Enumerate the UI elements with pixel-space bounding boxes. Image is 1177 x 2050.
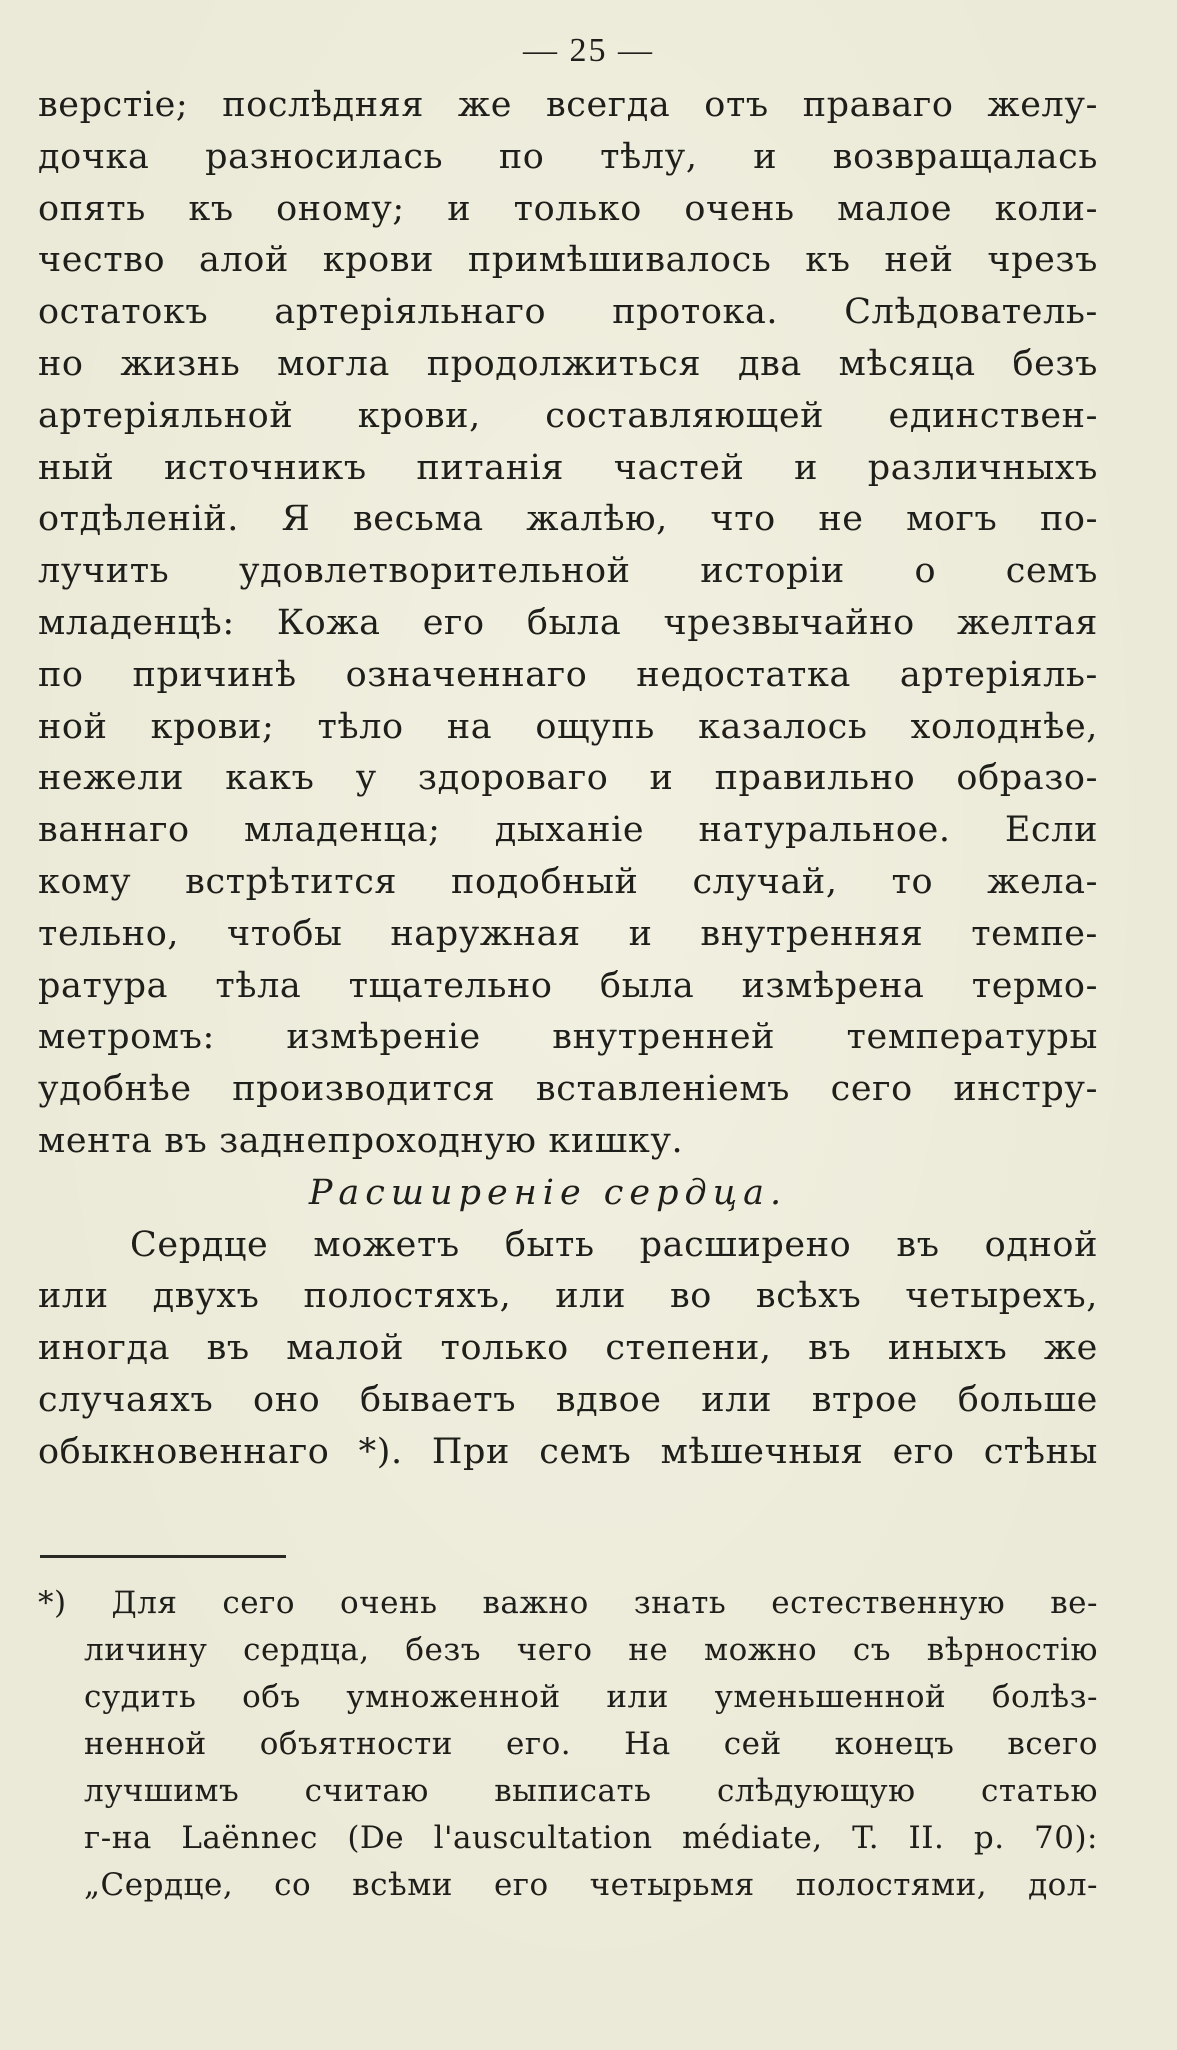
text-line: иногда въ малой только степени, въ иныхъ же xyxy=(38,1328,1098,1369)
text-line: метромъ: измѣреніе внутренней температуры xyxy=(38,1017,1098,1058)
text-line: лучить удовлетворительной исторіи о семъ xyxy=(38,551,1098,592)
footnote-line: лучшимъ считаю выписать слѣдующую статью xyxy=(84,1773,1098,1809)
text-line: ный источникъ питанія частей и различныхъ xyxy=(38,447,1098,488)
footnote-line: г-на Laënnec (De l'auscultation médiate, T. II. p. 70): xyxy=(84,1820,1098,1856)
text-line: ной крови; тѣло на ощупь казалось холоднѣе, xyxy=(38,706,1098,747)
text-line: артеріяльной крови, составляющей единствен- xyxy=(38,395,1098,436)
footnote-line: „Сердце, со всѣми его четырьмя полостями, дол- xyxy=(84,1867,1098,1903)
text-line: чество алой крови примѣшивалось къ ней чрезъ xyxy=(38,240,1098,281)
footnote-line: судить объ умноженной или уменьшенной болѣз- xyxy=(84,1679,1098,1715)
text-line: или двухъ полостяхъ, или во всѣхъ четырехъ, xyxy=(38,1276,1098,1317)
text-line: ваннаго младенца; дыханіе натуральное. Если xyxy=(38,810,1098,851)
text-line: дочка разносилась по тѣлу, и возвращалась xyxy=(38,136,1098,177)
footnote-divider xyxy=(40,1555,286,1558)
text-line: опять къ оному; и только очень малое коли- xyxy=(38,188,1098,229)
text-line: нежели какъ у здороваго и правильно образо- xyxy=(38,758,1098,799)
footnote-line: *) Для сего очень важно знать естественную ве- xyxy=(38,1585,1098,1621)
text-line: остатокъ артеріяльнаго протока. Слѣдователь- xyxy=(38,292,1098,333)
section-heading: Расширеніе сердца. xyxy=(308,1172,788,1213)
main-text-block xyxy=(38,80,1098,1479)
text-line: кому встрѣтится подобный случай, то жела- xyxy=(38,861,1098,902)
text-line: тельно, чтобы наружная и внутренняя темпе- xyxy=(38,913,1098,954)
text-line: отдѣленій. Я весьма жалѣю, что не могъ по- xyxy=(38,499,1098,540)
footnote-line: ненной объятности его. На сей конецъ всего xyxy=(84,1726,1098,1762)
text-line: по причинѣ означеннаго недостатка артеріяль- xyxy=(38,654,1098,695)
footnote-block xyxy=(38,1580,1098,1909)
page-number: — 25 — xyxy=(523,32,654,69)
text-line: мента въ заднепроходную кишку. xyxy=(38,1120,684,1161)
text-line: но жизнь могла продолжиться два мѣсяца безъ xyxy=(38,343,1098,384)
text-line: младенцѣ: Кожа его была чрезвычайно желтая xyxy=(38,602,1098,643)
text-line: случаяхъ оно бываетъ вдвое или втрое больше xyxy=(38,1379,1098,1420)
text-line: удобнѣе производится вставленіемъ сего инстру- xyxy=(38,1069,1098,1110)
footnote-line: личину сердца, безъ чего не можно съ вѣрностію xyxy=(84,1632,1098,1668)
text-line: верстіе; послѣдняя же всегда отъ праваго желу- xyxy=(38,85,1098,125)
text-line: ратура тѣла тщательно была измѣрена термо- xyxy=(38,965,1098,1006)
text-line: обыкновеннаго *). При семъ мѣшечныя его стѣны xyxy=(38,1431,1098,1472)
text-line: Сердце можетъ быть расширено въ одной xyxy=(130,1224,1098,1265)
